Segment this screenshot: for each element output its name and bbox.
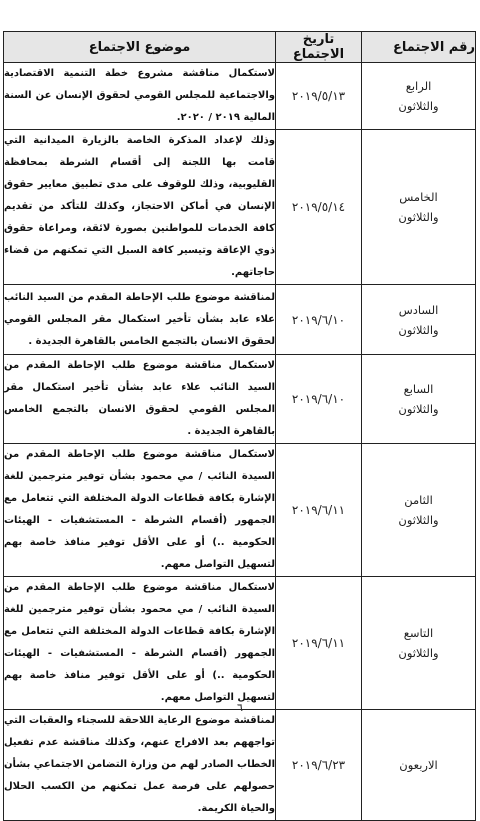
meeting-ordinal-suffix: والثلاثون (398, 646, 439, 660)
meeting-date-cell: ٢٠١٩/٥/١٣ (276, 63, 362, 130)
table-row (4, 444, 476, 577)
meeting-number-cell (362, 444, 476, 577)
meeting-date-cell: ٢٠١٩/٦/١٠ (276, 355, 362, 444)
meeting-date-cell: ٢٠١٩/٦/١١ (276, 444, 362, 577)
meeting-topic-cell: وذلك لإعداد المذكرة الخاصة بالزيارة الميدانية التي قامت بها اللجنة إلى أقسام الشرطة بمحافظة القليوبية، وذلك للوقوف على مدى تطبيق معايير حقوق الإنسان في أماكن الاحتجاز، وكذلك للتأكد من تقديم كافة الخدمات للمواطنين بصورة لائقة، ومراعاة حقوق ذوي الإعاقة وتيسير كافة السبل التي تمكنهم من قضاء حاجاتهم. (4, 130, 276, 285)
table-row (4, 285, 476, 355)
meeting-ordinal: السادس (398, 302, 439, 317)
meeting-ordinal-suffix: والثلاثون (398, 513, 439, 527)
header-meeting-number: رقم الاجتماع (362, 32, 476, 63)
meeting-topic-cell: لاستكمال مناقشة مشروع خطة التنمية الاقتصادية والاجتماعية للمجلس القومي لحقوق الإنسان عن السنة المالية ٢٠١٩ / ٢٠٢٠. (4, 63, 276, 130)
table-row (4, 355, 476, 444)
meeting-ordinal-suffix: والثلاثون (398, 322, 439, 337)
meeting-topic-cell: لاستكمال مناقشة موضوع طلب الإحاطة المقدم من السيدة النائب / مي محمود بشأن توفير مترجمين للغة الإشارة بكافة قطاعات الدولة المختلفة التي تتعامل مع الجمهور (أقسام الشرطة - المستشفيات - الهيئات الحكومية ..) أو على الأقل توفير منافذ خاصة بهم لتسهيل التواصل معهم. (4, 444, 276, 577)
header-meeting-date: تاريخ الاجتماع (276, 32, 362, 63)
meeting-ordinal-suffix: والثلاثون (398, 402, 439, 416)
meeting-number-cell (362, 130, 476, 285)
meeting-number-cell (362, 355, 476, 444)
meeting-ordinal-suffix: والثلاثون (398, 99, 439, 113)
meeting-topic-cell: لاستكمال مناقشة موضوع طلب الإحاطة المقدم من السيد النائب علاء عابد بشأن تأخير استكمال مقر المجلس القومي لحقوق الانسان بالتجمع الخامس بالقاهرة الجديدة . (4, 355, 276, 444)
meeting-ordinal: الاربعون (399, 758, 438, 772)
table-row (4, 130, 476, 285)
meeting-date-cell: ٢٠١٩/٦/١١ (276, 577, 362, 710)
meeting-date-cell: ٢٠١٩/٦/٢٣ (276, 710, 362, 821)
meeting-ordinal: السابع (403, 382, 434, 396)
meeting-number-cell (362, 63, 476, 130)
table-row (4, 710, 476, 821)
meeting-ordinal-suffix: والثلاثون (398, 210, 439, 224)
meeting-date-cell: ٢٠١٩/٦/١٠ (276, 285, 362, 355)
table-header-row (4, 32, 476, 63)
meeting-ordinal: الثامن (404, 493, 433, 507)
meeting-ordinal: الرابع (405, 79, 432, 93)
meeting-number-cell (362, 285, 476, 355)
meeting-ordinal: الخامس (399, 190, 438, 204)
meeting-number-cell (362, 577, 476, 710)
meeting-topic-cell: لمناقشة موضوع طلب الإحاطة المقدم من السيد النائب علاء عابد بشأن تأخير استكمال مقر المجلس القومي لحقوق الانسان بالتجمع الخامس بالقاهرة الجديدة . (4, 285, 276, 355)
meeting-topic-cell: لمناقشة موضوع الرعاية اللاحقة للسجناء والعقبات التي تواجههم بعد الافراج عنهم، وكذلك مناقشة عدم تفعيل الخطاب الصادر لهم من وزارة التضامن الاجتماعي بشأن حصولهم على فرصة عمل تمكنهم من الكسب الحلال والحياة الكريمة. (4, 710, 276, 821)
table-row (4, 577, 476, 710)
meeting-topic-cell: لاستكمال مناقشة موضوع طلب الإحاطة المقدم من السيدة النائب / مي محمود بشأن توفير مترجمين للغة الإشارة بكافة قطاعات الدولة المختلفة التي تتعامل مع الجمهور (أقسام الشرطة - المستشفيات - الهيئات الحكومية ..) أو على الأقل توفير منافذ خاصة بهم لتسهيل التواصل معهم. (4, 577, 276, 710)
header-meeting-topic: موضوع الاجتماع (4, 32, 276, 63)
meeting-ordinal: التاسع (403, 626, 434, 640)
table-row (4, 63, 476, 130)
meeting-number-cell (362, 710, 476, 821)
meeting-date-cell: ٢٠١٩/٥/١٤ (276, 130, 362, 285)
page-number: ٦ (237, 701, 243, 714)
